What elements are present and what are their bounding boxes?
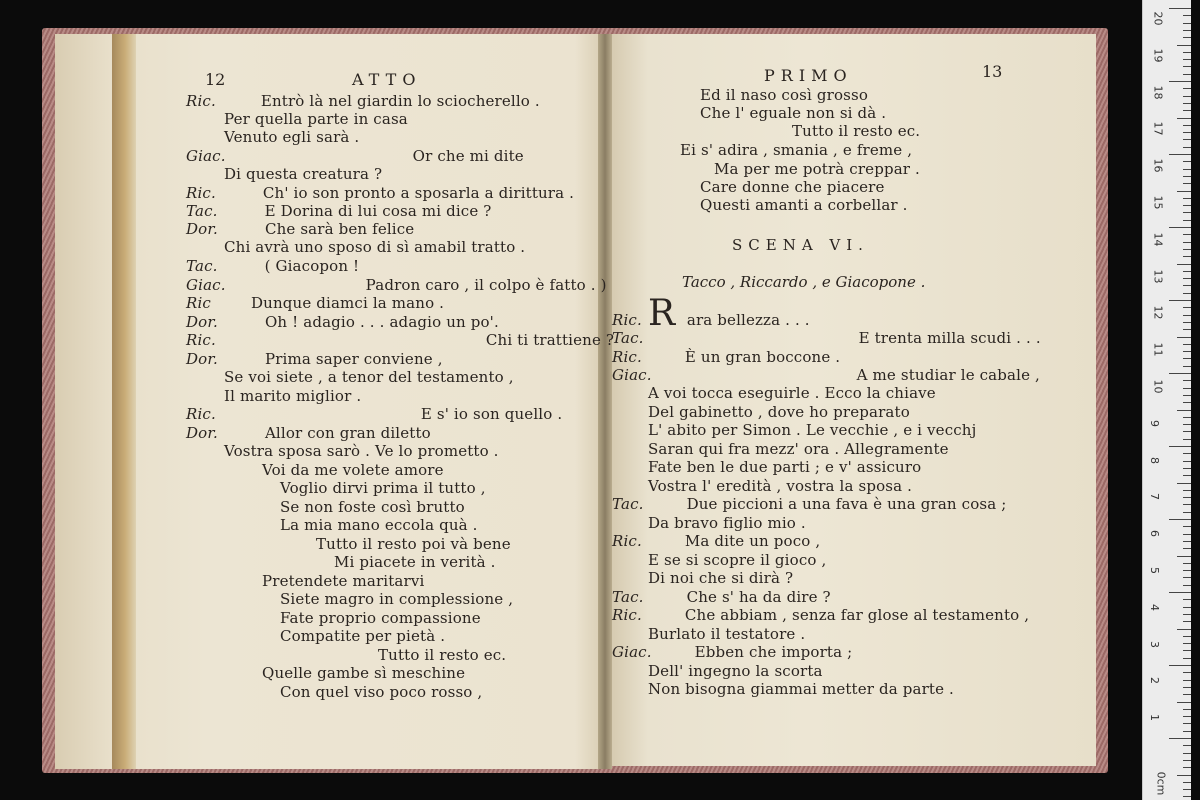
ruler-tick — [1177, 118, 1191, 119]
ruler-tick — [1183, 475, 1191, 476]
verse-text: Saran qui fra mezz' ora . Allegramente — [648, 440, 949, 458]
left-page-line — [224, 238, 525, 256]
ruler-tick — [1183, 570, 1191, 571]
right-page-line — [648, 625, 805, 643]
ruler-tick — [1183, 497, 1191, 498]
speaker-label: Ric. — [612, 348, 642, 366]
ruler-number: 20 — [1151, 11, 1165, 26]
ruler-tick — [1183, 723, 1191, 724]
right-page-top-line — [700, 196, 908, 214]
left-page-line — [280, 516, 478, 534]
left-page-line — [262, 664, 465, 682]
ruler-number: 16 — [1151, 158, 1165, 173]
verse-text: Padron caro , il colpo è fatto . ) — [365, 276, 607, 294]
verse-text: Vostra l' eredità , vostra la sposa . — [648, 477, 913, 495]
ruler-tick — [1183, 96, 1191, 97]
right-page-number: 13 — [982, 62, 1003, 81]
ruler-tick — [1183, 37, 1191, 38]
ruler-tick — [1183, 512, 1191, 513]
ruler-tick — [1183, 687, 1191, 688]
left-page-line — [262, 461, 444, 479]
right-page-line — [612, 495, 1006, 513]
ruler-number: 12 — [1151, 305, 1165, 320]
verse-text: Che l' eguale non si dà . — [700, 104, 887, 122]
verse-text: Ma per me potrà creppar . — [714, 160, 920, 178]
ruler-number: 18 — [1151, 85, 1165, 100]
verse-text: Tutto il resto ec. — [792, 122, 921, 140]
ruler-tick — [1177, 45, 1191, 46]
ruler-tick — [1183, 643, 1191, 644]
left-page-line — [378, 646, 506, 664]
speaker-label: Giac. — [186, 147, 226, 165]
left-page-line — [316, 535, 511, 553]
verse-text: Del gabinetto , dove ho preparato — [648, 403, 910, 421]
ruler-tick — [1169, 300, 1191, 301]
verse-text: Questi amanti a corbellar . — [700, 196, 908, 214]
speaker-label: Tac. — [612, 329, 644, 347]
ruler-tick — [1183, 212, 1191, 213]
left-page-line — [280, 609, 481, 627]
ruler-tick — [1183, 782, 1191, 783]
right-page-line — [612, 348, 840, 366]
ruler-tick — [1169, 81, 1191, 82]
left-page-line — [224, 110, 408, 128]
ruler-tick — [1183, 672, 1191, 673]
ruler-tick — [1177, 337, 1191, 338]
left-page-line — [280, 590, 513, 608]
book-gutter — [598, 34, 612, 769]
measuring-ruler — [1142, 0, 1191, 800]
left-page-number: 12 — [205, 70, 226, 89]
right-page-line — [612, 366, 1040, 384]
ruler-number: 15 — [1151, 195, 1165, 210]
ruler-tick — [1183, 322, 1191, 323]
left-page-line — [224, 442, 499, 460]
left-page-line — [280, 627, 445, 645]
left-page-line — [186, 220, 414, 238]
ruler-tick — [1177, 483, 1191, 484]
left-page-line — [280, 498, 465, 516]
left-page-line — [186, 294, 444, 312]
speaker-label: Ric — [186, 294, 211, 312]
ruler-tick — [1169, 154, 1191, 155]
right-page-top-line — [680, 141, 912, 159]
ruler-tick — [1183, 716, 1191, 717]
ruler-tick — [1183, 607, 1191, 608]
verse-text: Se voi siete , a tenor del testamento , — [224, 368, 514, 386]
verse-text: Fate proprio compassione — [280, 609, 481, 627]
verse-text: Quelle gambe sì meschine — [262, 664, 466, 682]
ruler-tick — [1183, 431, 1191, 432]
verse-text: Con quel viso poco rosso , — [280, 683, 483, 701]
left-running-head: ATTO — [352, 70, 422, 89]
verse-text: Di noi che si dirà ? — [648, 569, 794, 587]
ruler-tick — [1183, 278, 1191, 279]
ruler-tick — [1183, 636, 1191, 637]
ruler-tick — [1183, 760, 1191, 761]
ruler-tick — [1183, 504, 1191, 505]
ruler-tick — [1183, 52, 1191, 53]
ruler-tick — [1183, 256, 1191, 257]
speaker-label: Ric. — [186, 92, 216, 110]
left-page-line — [186, 405, 562, 423]
verse-text: Di questa creatura ? — [224, 165, 383, 183]
ruler-tick — [1183, 614, 1191, 615]
ruler-tick — [1183, 176, 1191, 177]
ruler-tick — [1183, 307, 1191, 308]
ruler-unit: 0cm — [1154, 771, 1168, 796]
speaker-label: Ric. — [612, 311, 642, 329]
verse-text: Entrò là nel giardin lo sciocherello . — [260, 92, 540, 110]
right-page-top-line — [714, 160, 920, 178]
ruler-tick — [1183, 139, 1191, 140]
left-page-line — [224, 368, 514, 386]
ruler-tick — [1183, 220, 1191, 221]
verse-text: Venuto egli sarà . — [224, 128, 360, 146]
ruler-tick — [1183, 161, 1191, 162]
ruler-tick — [1183, 468, 1191, 469]
ruler-tick — [1183, 534, 1191, 535]
ruler-tick — [1183, 585, 1191, 586]
right-page-line — [612, 532, 820, 550]
speaker-label: Ric. — [186, 331, 216, 349]
verse-text: Due piccioni a una fava è una gran cosa ; — [686, 495, 1007, 513]
ruler-tick — [1183, 242, 1191, 243]
verse-text: Dell' ingegno la scorta — [648, 662, 823, 680]
ruler-tick — [1183, 461, 1191, 462]
ruler-tick — [1183, 198, 1191, 199]
right-page-line — [648, 421, 976, 439]
ruler-tick — [1177, 629, 1191, 630]
left-page-line — [262, 572, 424, 590]
ruler-tick — [1183, 490, 1191, 491]
verse-text: Voi da me volete amore — [262, 461, 444, 479]
ruler-tick — [1183, 767, 1191, 768]
ruler-tick — [1183, 293, 1191, 294]
right-page-line — [612, 643, 852, 661]
right-page-line — [612, 329, 1041, 347]
verse-text: Fate ben le due parti ; e v' assicuro — [648, 458, 922, 476]
verse-text: Mi piacete in verità . — [334, 553, 496, 571]
ruler-tick — [1169, 738, 1191, 739]
ruler-number: 5 — [1148, 567, 1161, 574]
ruler-number: 9 — [1148, 419, 1161, 427]
verse-text: Tutto il resto poi và bene — [316, 535, 511, 553]
ruler-tick — [1169, 8, 1191, 9]
speaker-label: Dor. — [186, 424, 218, 442]
right-page-line — [648, 514, 806, 532]
right-page-top-line — [700, 178, 885, 196]
verse-text: Ma dite un poco , — [684, 532, 821, 550]
verse-text: Il marito miglior . — [224, 387, 362, 405]
verse-text: L' abito per Simon . Le vecchie , e i vecchj — [648, 421, 977, 439]
verse-text: Allor con gran diletto — [264, 424, 431, 442]
speaker-label: Dor. — [186, 220, 218, 238]
ruler-number: 2 — [1148, 677, 1161, 685]
right-page-top-line — [700, 104, 886, 122]
ruler-tick — [1183, 344, 1191, 345]
ruler-tick — [1183, 315, 1191, 316]
verse-text: A voi tocca eseguirle . Ecco la chiave — [648, 384, 936, 402]
ruler-tick — [1183, 650, 1191, 651]
verse-text: Prima saper conviene , — [264, 350, 443, 368]
verse-text: Vostra sposa sarò . Ve lo prometto . — [224, 442, 499, 460]
ruler-number: 6 — [1148, 530, 1161, 538]
verse-text: Da bravo figlio mio . — [648, 514, 806, 532]
right-page-line — [612, 311, 810, 329]
ruler-tick — [1183, 402, 1191, 403]
left-page-line — [186, 257, 359, 275]
ruler-tick — [1169, 227, 1191, 228]
drop-cap: R — [648, 293, 676, 334]
scene-characters: Tacco , Riccardo , e Giacopone . — [682, 273, 926, 291]
ruler-tick — [1183, 541, 1191, 542]
right-page-line — [648, 403, 910, 421]
ruler-tick — [1177, 191, 1191, 192]
ruler-number: 11 — [1151, 342, 1165, 357]
verse-text: E trenta milla scudi . . . — [858, 329, 1041, 347]
ruler-tick — [1183, 366, 1191, 367]
verse-text: Or che mi dite — [412, 147, 524, 165]
right-page-line — [648, 680, 954, 698]
ruler-tick — [1183, 388, 1191, 389]
ruler-tick — [1183, 789, 1191, 790]
verse-text: Ch' io son pronto a sposarla a dirittura . — [262, 184, 575, 202]
ruler-tick — [1183, 358, 1191, 359]
ruler-number: 1 — [1148, 714, 1161, 722]
right-running-head: PRIMO — [764, 66, 853, 85]
verse-text: Oh ! adagio . . . adagio un po'. — [264, 313, 499, 331]
speaker-label: Giac. — [612, 643, 652, 661]
speaker-label: Tac. — [186, 202, 218, 220]
ruler-tick — [1183, 680, 1191, 681]
left-page-line — [186, 424, 431, 442]
left-page-line — [224, 128, 359, 146]
ruler-number: 3 — [1148, 640, 1161, 648]
ruler-number: 4 — [1148, 603, 1161, 611]
ruler-tick — [1183, 753, 1191, 754]
left-page-line — [186, 202, 491, 220]
ruler-tick — [1183, 15, 1191, 16]
ruler-tick — [1169, 592, 1191, 593]
ruler-tick — [1183, 424, 1191, 425]
verse-text: ( Giacopon ! — [264, 257, 360, 275]
verse-text: ara bellezza . . . — [686, 311, 810, 329]
ruler-tick — [1177, 410, 1191, 411]
left-page-line — [186, 331, 614, 349]
verse-text: Chi ti trattiene ? — [485, 331, 615, 349]
ruler-tick — [1183, 74, 1191, 75]
verse-text: A me studiar le cabale , — [856, 366, 1040, 384]
verse-text: Se non foste così brutto — [280, 498, 465, 516]
verse-text: Tutto il resto ec. — [378, 646, 507, 664]
ruler-tick — [1183, 103, 1191, 104]
left-page-line — [224, 387, 361, 405]
ruler-tick — [1183, 66, 1191, 67]
ruler-tick — [1169, 446, 1191, 447]
speaker-label: Ric. — [186, 184, 216, 202]
verse-text: Che sarà ben felice — [264, 220, 415, 238]
speaker-label: Ric. — [612, 606, 642, 624]
ruler-tick — [1177, 775, 1191, 776]
right-page-line — [648, 569, 793, 587]
verse-text: Dunque diamci la mano . — [250, 294, 445, 312]
verse-text: Chi avrà uno sposo di sì amabil tratto . — [224, 238, 526, 256]
left-page-line — [186, 184, 574, 202]
ruler-tick — [1183, 380, 1191, 381]
ruler-tick — [1183, 285, 1191, 286]
verse-text: Ebben che importa ; — [694, 643, 853, 661]
ruler-tick — [1183, 23, 1191, 24]
ruler-tick — [1183, 169, 1191, 170]
ruler-tick — [1183, 132, 1191, 133]
speaker-label: Dor. — [186, 313, 218, 331]
speaker-label: Giac. — [186, 276, 226, 294]
ruler-tick — [1183, 329, 1191, 330]
right-page-line — [648, 440, 949, 458]
ruler-tick — [1183, 205, 1191, 206]
ruler-tick — [1183, 59, 1191, 60]
speaker-label: Tac. — [612, 495, 644, 513]
verse-text: Ei s' adira , smania , e freme , — [680, 141, 913, 159]
left-page-line — [186, 313, 499, 331]
ruler-tick — [1183, 658, 1191, 659]
right-page-line — [648, 477, 912, 495]
ruler-number: 10 — [1151, 379, 1165, 394]
ruler-tick — [1183, 453, 1191, 454]
speaker-label: Ric. — [612, 532, 642, 550]
ruler-number: 7 — [1148, 493, 1161, 501]
left-page-line — [186, 147, 524, 165]
verse-text: Che abbiam , senza far glose al testamento , — [684, 606, 1030, 624]
ruler-number: 8 — [1148, 456, 1161, 464]
left-page-edge-stain — [112, 34, 136, 769]
verse-text: Pretendete maritarvi — [262, 572, 425, 590]
ruler-tick — [1183, 621, 1191, 622]
speaker-label: Giac. — [612, 366, 652, 384]
ruler-number: 19 — [1151, 48, 1165, 63]
right-page-line — [648, 384, 936, 402]
speaker-label: Tac. — [186, 257, 218, 275]
ruler-tick — [1183, 563, 1191, 564]
right-page-line — [612, 606, 1029, 624]
ruler-tick — [1177, 264, 1191, 265]
right-page-top-line — [792, 122, 920, 140]
ruler-tick — [1177, 702, 1191, 703]
right-page-top-line — [700, 86, 868, 104]
scene-heading: SCENA VI. — [732, 236, 869, 254]
right-page-line — [648, 458, 921, 476]
ruler-tick — [1183, 796, 1191, 797]
speaker-label: Tac. — [612, 588, 644, 606]
left-page-line — [186, 92, 540, 110]
right-page-line — [612, 588, 831, 606]
ruler-tick — [1183, 731, 1191, 732]
verse-text: È un gran boccone . — [684, 348, 841, 366]
verse-text: Siete magro in complessione , — [280, 590, 514, 608]
ruler-tick — [1183, 548, 1191, 549]
ruler-tick — [1183, 526, 1191, 527]
ruler-tick — [1183, 271, 1191, 272]
ruler-tick — [1183, 439, 1191, 440]
left-page-line — [280, 683, 482, 701]
left-page-line — [280, 479, 486, 497]
verse-text: E s' io son quello . — [420, 405, 563, 423]
speaker-label: Dor. — [186, 350, 218, 368]
verse-text: E Dorina di lui cosa mi dice ? — [264, 202, 492, 220]
ruler-tick — [1183, 249, 1191, 250]
ruler-tick — [1183, 417, 1191, 418]
ruler-tick — [1183, 110, 1191, 111]
verse-text: E se si scopre il gioco , — [648, 551, 827, 569]
right-page-line — [648, 551, 826, 569]
verse-text: Compatite per pietà . — [280, 627, 446, 645]
verse-text: Care donne che piacere — [700, 178, 885, 196]
verse-text: Burlato il testatore . — [648, 625, 806, 643]
ruler-tick — [1183, 125, 1191, 126]
verse-text: Ed il naso così grosso — [700, 86, 869, 104]
right-page-line — [648, 662, 823, 680]
ruler-tick — [1183, 599, 1191, 600]
ruler-tick — [1183, 30, 1191, 31]
verse-text: La mia mano eccola quà . — [280, 516, 478, 534]
ruler-tick — [1183, 745, 1191, 746]
left-page-line — [224, 165, 382, 183]
ruler-tick — [1183, 351, 1191, 352]
ruler-number: 13 — [1151, 269, 1165, 284]
ruler-tick — [1169, 665, 1191, 666]
speaker-label: Ric. — [186, 405, 216, 423]
ruler-tick — [1183, 234, 1191, 235]
ruler-tick — [1169, 373, 1191, 374]
verse-text: Che s' ha da dire ? — [686, 588, 831, 606]
ruler-number: 17 — [1151, 121, 1165, 136]
ruler-tick — [1183, 709, 1191, 710]
ruler-number: 14 — [1151, 232, 1165, 247]
ruler-tick — [1183, 577, 1191, 578]
verse-text: Voglio dirvi prima il tutto , — [280, 479, 486, 497]
left-page-line — [334, 553, 496, 571]
ruler-tick — [1169, 519, 1191, 520]
verse-text: Non bisogna giammai metter da parte . — [648, 680, 954, 698]
ruler-tick — [1183, 183, 1191, 184]
ruler-tick — [1183, 88, 1191, 89]
ruler-tick — [1177, 556, 1191, 557]
left-page-line — [186, 276, 607, 294]
ruler-tick — [1183, 395, 1191, 396]
ruler-tick — [1183, 147, 1191, 148]
left-page-line — [186, 350, 443, 368]
ruler-tick — [1183, 694, 1191, 695]
verse-text: Per quella parte in casa — [224, 110, 408, 128]
